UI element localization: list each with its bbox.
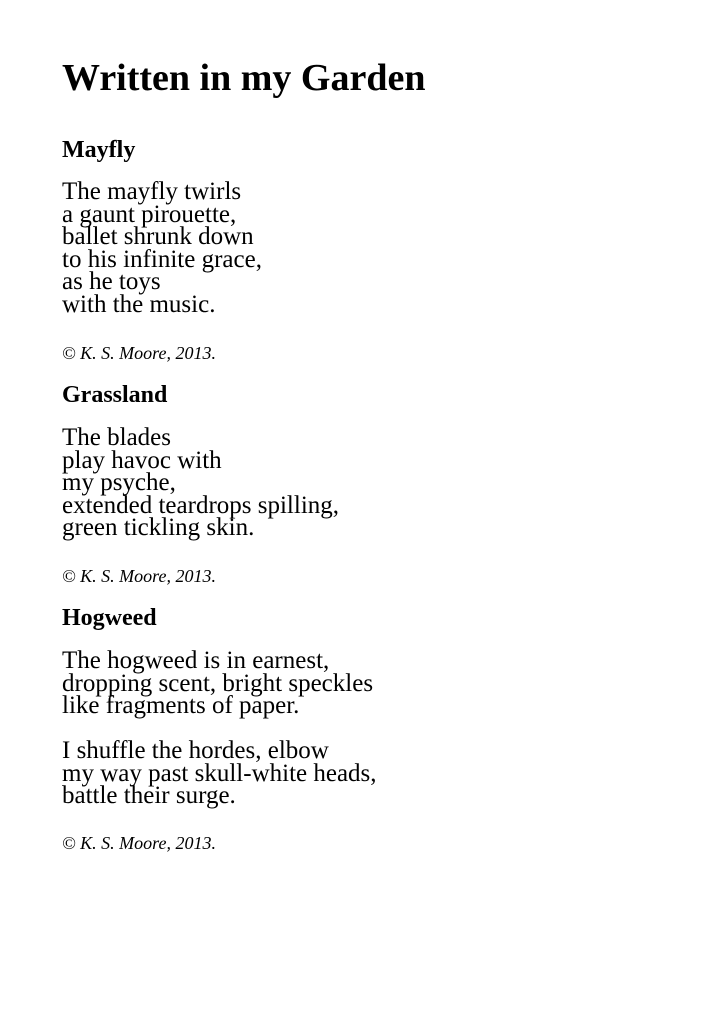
poem-stanza-grassland <box>62 424 340 542</box>
poem-line: like fragments of paper. <box>62 692 300 720</box>
poem-line: to his infinite grace, <box>62 245 262 273</box>
poem-title-hogweed: Hogweed <box>62 605 157 631</box>
poem-line: my way past skull-white heads, <box>62 759 377 787</box>
poem-line: The hogweed is in earnest, <box>62 647 330 674</box>
poem-line: battle their surge. <box>62 782 236 810</box>
poem-line: I shuffle the hordes, elbow <box>62 737 329 764</box>
poem-title-mayfly: Mayfly <box>62 137 136 163</box>
poem-line: a gaunt pirouette, <box>62 200 237 228</box>
poem-line: dropping scent, bright speckles <box>62 669 374 697</box>
page-title: Written in my Garden <box>62 57 426 99</box>
poem-line: my psyche, <box>62 469 176 497</box>
poem-stanza-hogweed-2 <box>62 737 377 810</box>
copyright-notice-hogweed: © K. S. Moore, 2013. <box>62 833 217 853</box>
poem-line: as he toys <box>62 268 161 296</box>
poem-line: with the music. <box>62 290 216 318</box>
poem-line: The blades <box>62 424 171 451</box>
poem-line: The mayfly twirls <box>62 178 242 205</box>
poem-line: play havoc with <box>62 446 222 474</box>
poem-line: green tickling skin. <box>62 514 255 542</box>
copyright-notice-grassland: © K. S. Moore, 2013. <box>62 566 217 586</box>
copyright-notice-mayfly: © K. S. Moore, 2013. <box>62 343 217 363</box>
poem-title-grassland: Grassland <box>62 382 168 408</box>
poem-line: extended teardrops spilling, <box>62 491 340 519</box>
poem-stanza-mayfly <box>62 178 262 318</box>
poem-stanza-hogweed-1 <box>62 647 374 720</box>
poem-line: ballet shrunk down <box>62 223 254 251</box>
